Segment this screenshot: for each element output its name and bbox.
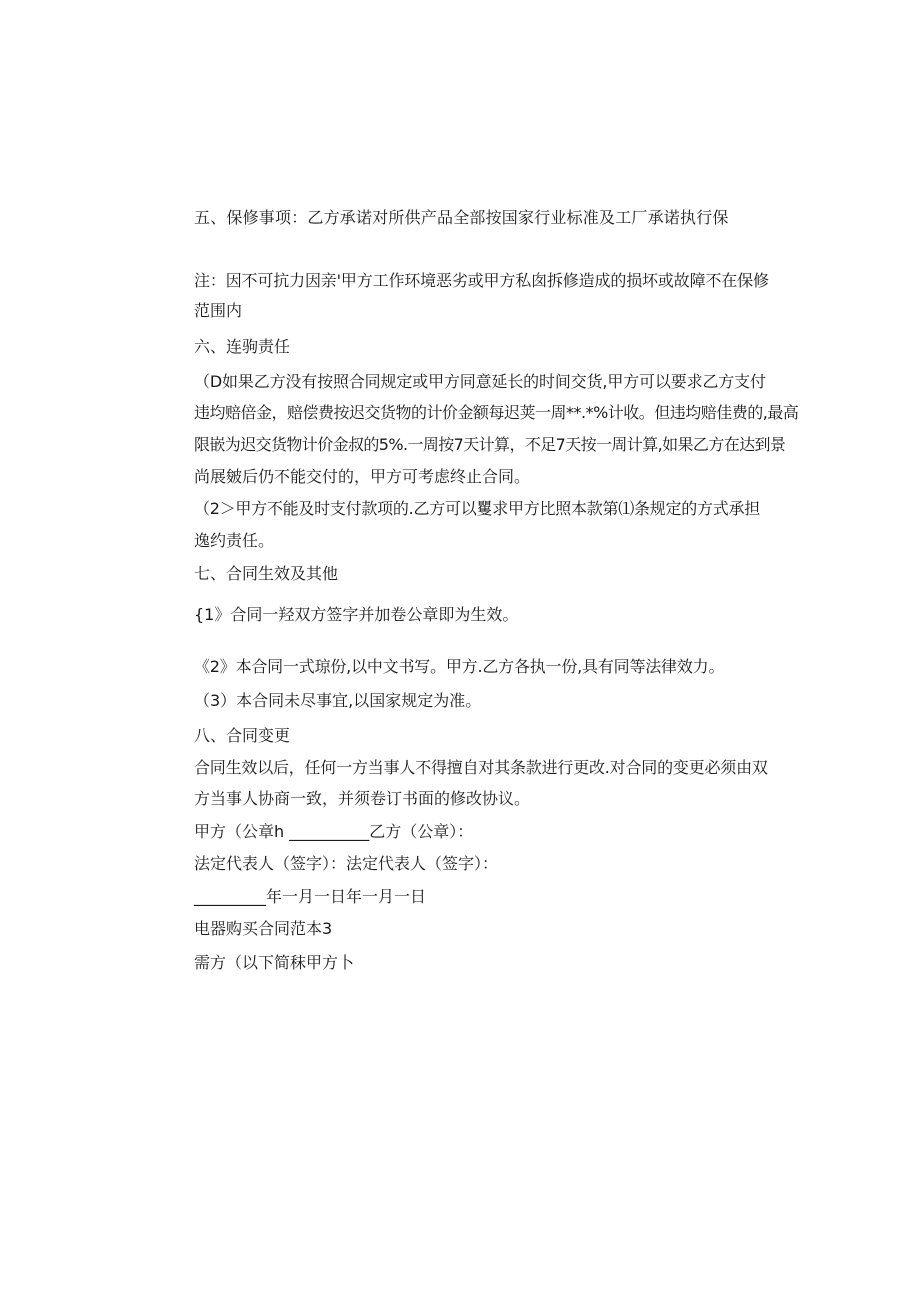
- clause-6-item-1-cont: 违均赔倍金，赔偿费按迟交货物的计价金额每迟荚一周**.*%计收。但违均赔佳费的,最高: [194, 403, 799, 422]
- warranty-note-cont: 范围内: [194, 301, 243, 320]
- date-line: _________年一月一日年一月一日: [194, 887, 427, 906]
- clause-6-item-2-cont: 逸约责任。: [194, 531, 275, 550]
- clause-7-item-3: （3）本合同未尽事宜,以国家规定为准。: [194, 691, 482, 710]
- clause-8-body-cont: 方当事人协商一致，并须卷订书面的修改协议。: [194, 789, 531, 808]
- clause-8-body: 合同生效以后，任何一方当事人不得擅自对其条款进行更改.对合同的变更必须由双: [194, 758, 768, 777]
- clause-7-item-2: 《2》本合同一式琼份,以中文书写。甲方.乙方各执一份,具有同等法律效力。: [194, 657, 725, 676]
- clause-6-item-1-cont: 尚展皴后仍不能交付的，甲方可考虑终止合同。: [194, 467, 531, 486]
- clause-6-heading: 六、连驹责任: [194, 337, 291, 356]
- clause-8-heading: 八、合同变更: [194, 726, 291, 745]
- warranty-note: 注：因不可抗力因亲'甲方工作环境恶劣或甲方私囱拆修造成的损坏或故障不在保修: [194, 271, 769, 290]
- signature-line: 法定代表人（签字）：法定代表人（签字）：: [194, 854, 499, 873]
- clause-7-heading: 七、合同生效及其他: [194, 564, 339, 583]
- clause-6-item-1-cont: 限嵌为迟交货物计价金叔的5%.一周按7天计算，不足7天按一周计算,如果乙方在达到景: [194, 435, 786, 454]
- seal-line: 甲方（公章h __________乙方（公章）：: [194, 822, 474, 841]
- clause-6-item-2: （2＞甲方不能及时支付款项的.乙方可以矍求甲方比照本款第⑴条规定的方式承担: [194, 499, 761, 518]
- template-title: 电器购买合同范本3: [194, 919, 333, 938]
- clause-6-item-1: （D如果乙方没有按照合同规定或甲方同意延长的时间交货,甲方可以要求乙方支付: [194, 372, 766, 391]
- clause-5-warranty: 五、保修事项：乙方承诺对所供产品全部按国家行业标准及工厂承诺执行保: [194, 208, 729, 227]
- buyer-line: 需方（以下简秣甲方卜: [194, 953, 355, 972]
- clause-7-item-1: {1》合同一羟双方签字并加卷公章即为生效。: [194, 605, 519, 624]
